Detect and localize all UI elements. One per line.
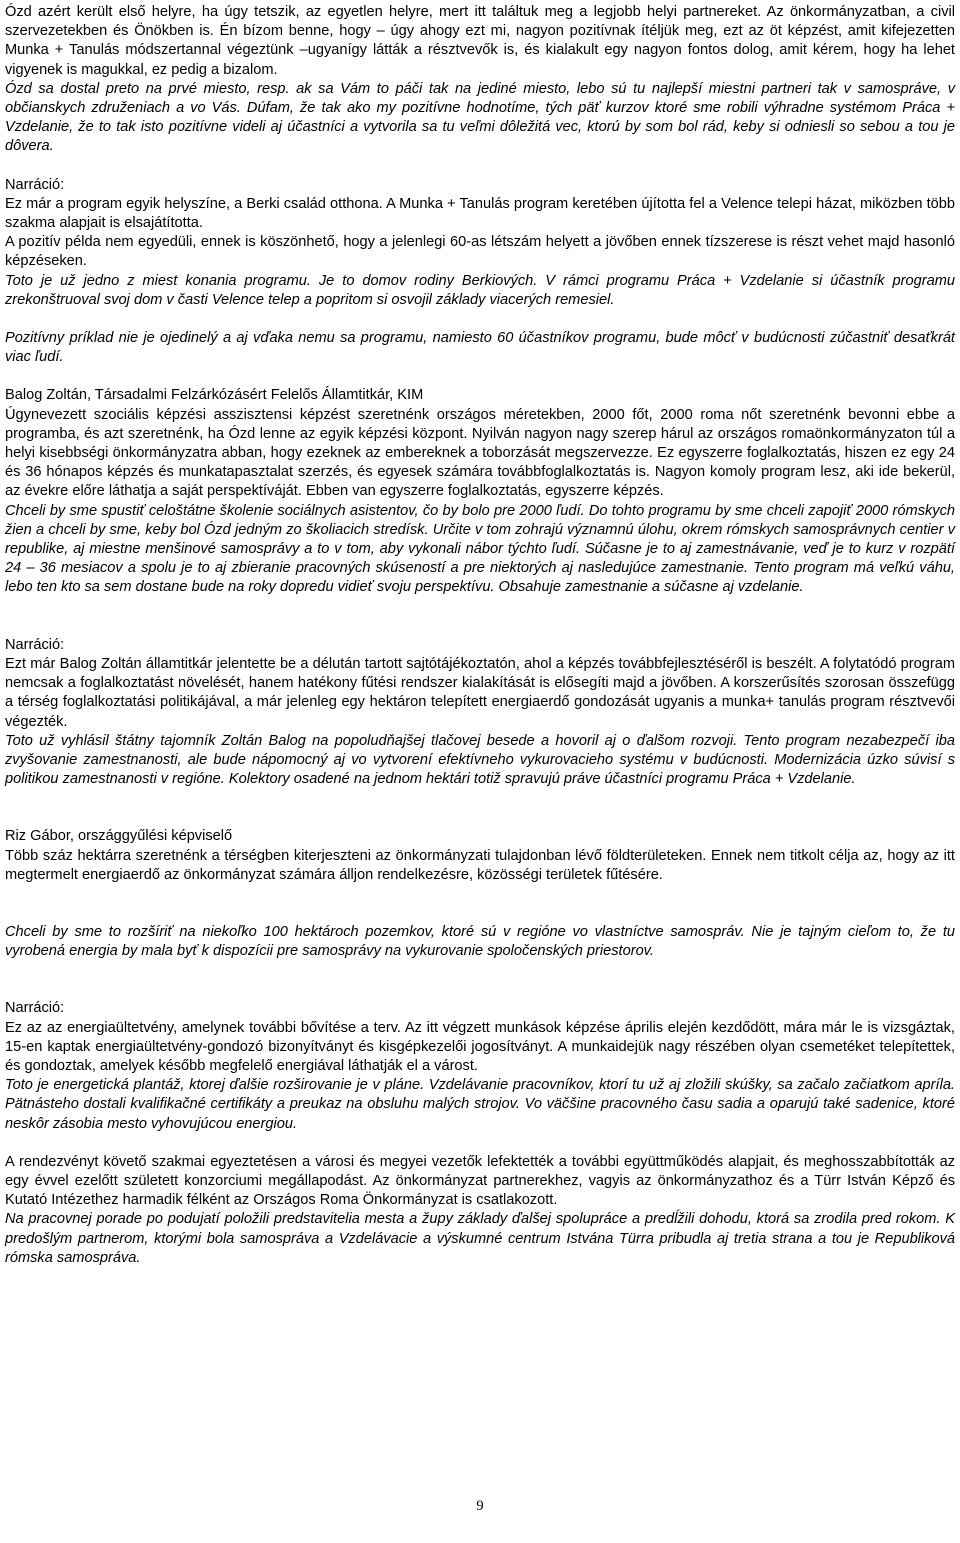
spacer — [5, 885, 955, 923]
paragraph-sk-riz: Chceli by sme to rozšíriť na niekoľko 100 hektároch pozemkov, ktoré sú v regióne vo vlastníctve samospráv. Nie je tajným cieľom to, že tu vyrobená energia by mala byť k dispozícii pre samosprávy na vykurovanie spoločenských priestorov. — [5, 923, 955, 960]
paragraph-sk-balog: Chceli by sme spustiť celoštátne školenie sociálnych asistentov, čo by bolo pre 2000 ľudí. Do tohto programu by sme chceli zapojiť 2000 rómskych žien a chceli by sme, keby bol Ózd jedným zo školiacich stredísk. Určite v tom zohrajú významnú úlohu, okrem rómskych samosprávnych centier v republike, aj miestne menšinové samosprávy a to v tom, aby vykonali nábor týchto ľudí. Súčasne je to aj zamestnávanie, veď je to kurz v rozpätí 24 – 36 mesiacov a spolu je to aj zbieranie pracovných skúseností a pre niektorých aj nasledujúce zamestnanie. Tento program má veľkú váhu, lebo ten kto sa sem dostane bude na roky dopredu vidieť svoju perspektívu. Obsahuje zamestnanie a súčasne aj vzdelanie. — [5, 502, 955, 596]
paragraph-sk-plantaz: Toto je energetická plantáž, ktorej ďalšie rozširovanie je v pláne. Vzdelávanie pracovníkov, ktorí tu už aj zložili skúšky, sa začalo začiatkom apríla. Pätnásteho dostali kvalifikačné certifikáty a preukaz na obsluhu malých strojov. Vo väčšine pracovného času sadia a oparujú také sadenice, ktoré neskôr zásobia mesto vyhovujúcou energiou. — [5, 1077, 955, 1132]
paragraph-hu-pozitiv: A pozitív példa nem egyedüli, ennek is köszönhető, hogy a jelenlegi 60-as létszám helyett a jövőben ennek tízszerese is részt vehet majd hasonló képzéseken. — [5, 234, 955, 270]
document-body — [5, 3, 955, 1268]
paragraph-hu-balog: Úgynevezett szociális képzési asszisztensi képzést szeretnénk országos méretekben, 2000 főt, 2000 roma nőt szeretnénk bevonni ebbe a programba, és azt szeretnénk, ha Ózd lenne az egyik képzési központ. Nyilván nagyon nagy szerep hárul az országos romaönkormányzaton túl a helyi kisebbségi önkormányzatra abban, hogy ezeknek az embereknek a toborzását megszervezze. Ez egyszerre foglalkoztatás, hiszen ez egy 24 és 36 hónapos képzés és munkatapasztalat szerzés, és egyesek számára továbbfoglalkoztatás is. Nagyon komoly program lesz, aki ide bekerül, az évekre előre láthatja a saját perspektíváját. Ebben van egyszerre foglalkoztatás, egyszerre képzés. — [5, 406, 955, 500]
paragraph-hu-egyeztetes: A rendezvényt követő szakmai egyeztetésen a városi és megyei vezetők lefektették a további együttműködés alapjait, és meghosszabbították az egy évvel ezelőtt született konzorciumi megállapodást. Az önkormányzat partnerekhez, vagyis az önkormányzathoz és a Türr István Képző és Kutató Intézethez harmadik félként az Országos Roma Önkormányzat is csatlakozott. — [5, 1153, 955, 1209]
narration-heading: Narráció: — [5, 1000, 65, 1017]
spacer — [5, 157, 955, 176]
spacer — [5, 367, 955, 386]
paragraph-sk-dovera: Ózd sa dostal preto na prvé miesto, resp. ak sa Vám to páči tak na jediné miesto, lebo sú tu najlepší miestni partneri tak v samospráve, v občianskych združeniach a vo Vás. Dúfam, že tak ako my pozitívne hodnotíme, tých päť kurzov ktoré sme robili výhradne systémom Práca + Vzdelanie, že to tak isto pozitívne videli aj účastníci a vytvorila sa tu veľmi dôležitá vec, ktorú by som bol rád, keby si odniesli so sebou a tou je dôvera. — [5, 80, 955, 155]
spacer — [5, 789, 955, 827]
paragraph-sk-pozitivny: Pozitívny príklad nie je ojedinelý a aj vďaka nemu sa programu, namiesto 60 účastníkov programu, bude môcť v budúcnosti zúčastniť desaťkrát viac ľudí. — [5, 330, 955, 366]
paragraph-hu-riz: Több száz hektárra szeretnénk a térségben kiterjeszteni az önkormányzati tulajdonban lévő földterületeken. Ennek nem titkolt célja az, hogy az itt megtermelt energiaerdő az önkormányzat számára álljon rendelkezésre, közösségi területek fűtésére. — [5, 847, 955, 883]
narration-heading: Narráció: — [5, 636, 65, 653]
paragraph-hu-sajto: Ezt már Balog Zoltán államtitkár jelentette be a délután tartott sajtótájékoztatón, ahol a képzés továbbfejlesztéséről is beszélt. A folytatódó program nemcsak a foglalkoztatást növelését, hanem hatékony fűtési rendszer kialakítását is elősegíti majd a jövőben. A korszerűsítés szorosan összefügg a térség foglalkoztatási politikájával, a már jelenleg egy hektáron telepített energiaerdő gondozását ugyanis a munka+ tanulás program résztvevői végezték. — [5, 655, 955, 730]
paragraph-sk-berki: Toto je už jedno z miest konania programu. Je to domov rodiny Berkiových. V rámci programu Práca + Vzdelanie si účastník programu zrekonštruoval svoj dom v časti Velence telep a popritom si osvojil základy viacerých remesiel. — [5, 272, 955, 308]
speaker-riz: Riz Gábor, országgyűlési képviselő — [5, 828, 233, 845]
narration-heading: Narráció: — [5, 176, 65, 193]
paragraph-sk-tlac: Toto už vyhlásil štátny tajomník Zoltán Balog na popoludňajšej tlačovej besede a hovoril aj o ďalšom rozvoji. Tento program nezabezpečí iba zvyšovanie zamestnanosti, ale bude nápomocný aj vo vytvorení efektívneho vykurovacieho systému v budúcnosti. Modernizácia úzko súvisí s politikou zamestnanosti v regióne. Kolektory osadené na jednom hektári totiž spravujú práve účastníci programu Práca + Vzdelanie. — [5, 732, 955, 788]
paragraph-hu-ultetveny: Ez az az energiaültetvény, amelynek további bővítése a terv. Az itt végzett munkások képzése április elején kezdődött, mára már le is vizsgáztak, 15-en kaptak energiaültetvény-gondozó bizonyítványt és kisgépkezelői jogosítványt. A munkaidejük nagy részében olyan csemetéket telepítettek, és gondoztak, amelyek később megfelelő energiával láthatják el a várost. — [5, 1019, 955, 1074]
paragraph-hu-bizalom: Ózd azért került első helyre, ha úgy tetszik, az egyetlen helyre, mert itt találtuk meg a legjobb helyi partnereket. Az önkormányzatban, a civil szervezetekben és Önökben is. Én bízom benne, hogy – úgy ahogy ezt mi, nagyon pozitívnak ítéljük meg, ezt az öt képzést, amit kifejezetten Munka + Tanulás módszertannal végeztünk –ugyanígy látták a résztvevők is, és kialakult egy nagyon fontos dolog, amit kérem, hogy ha lehet vigyenek is magukkal, ez pedig a bizalom. — [5, 4, 955, 78]
spacer — [5, 961, 955, 999]
page-number: 9 — [476, 1498, 484, 1514]
spacer — [5, 310, 955, 329]
speaker-balog: Balog Zoltán, Társadalmi Felzárkózásért Felelős Államtitkár, KIM — [5, 387, 424, 404]
spacer — [5, 1134, 955, 1153]
paragraph-hu-berki: Ez már a program egyik helyszíne, a Berki család otthona. A Munka + Tanulás program keretében újította fel a Velence telepi házat, miközben több szakma alapjait is elsajátította. — [5, 195, 955, 232]
spacer — [5, 598, 955, 636]
paragraph-sk-porada: Na pracovnej porade po podujatí položili predstavitelia mesta a župy základy ďalšej spolupráce a predĺžili dohodu, ktorá sa zrodila pred rokom. K predošlým partnerom, ktorými bola samospráva a Vzdelávacie a výskumné centrum Istvána Türra pribudla aj tretia strana a tou je Republiková rómska samospráva. — [5, 1211, 955, 1266]
